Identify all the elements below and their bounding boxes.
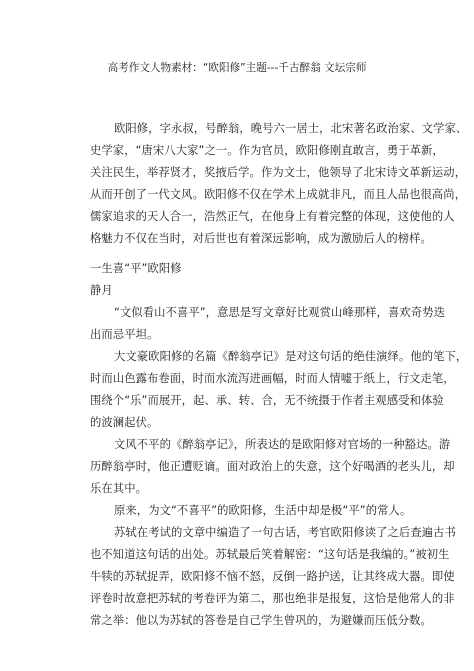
body-line: 评卷时故意把苏轼的考卷评为第二，那也绝非是报复，这恰是他常人的非 (90, 592, 455, 605)
body-line: 苏轼在考试的文章中编造了一句古话，考官欧阳修读了之后查遍古书 (114, 526, 456, 539)
intro-paragraph (90, 118, 468, 250)
body-line: 原来，为文“不喜平”的欧阳修，生活中却是极“平”的常人。 (114, 504, 412, 517)
essay-body (90, 302, 468, 632)
intro-line: 格魅力不仅在当时，对后世也有着深远影响，成为激励后人的榜样。 (90, 232, 432, 245)
body-line: 乐在其中。 (90, 482, 147, 495)
document-title: 高考作文人物素材：“欧阳修”主题---千古醉翁 文坛宗师 (107, 62, 367, 74)
body-line: 牛犊的苏轼捉弄，欧阳修不恼不怒，反倒一路护送，让其终成大器。即使 (90, 570, 455, 583)
intro-line: 儒家追求的天人合一，浩然正气，在他身上有着完整的体现，这使他的人 (90, 210, 455, 223)
body-line: 的波澜起伏。 (90, 416, 159, 429)
body-line: 时而山色露布卷面，时而水流泻进画幅，时而人情嘘于纸上，行文走笔， (90, 372, 455, 385)
intro-line: 史学家，“唐宋八大家”之一。作为官员，欧阳修刚直敢言，勇于革新， (90, 144, 444, 157)
body-line: 大文豪欧阳修的名篇《醉翁亭记》是对这句话的绝佳演绎。他的笔下， (114, 350, 468, 363)
body-line: 围绕个“乐”而展开，起、承、转、合，无不统摄于作者主观感受和体验 (90, 394, 444, 407)
body-line: 也不知道这句话的出处。苏轼最后笑着解密：“这句话是我编的。”被初生 (90, 548, 450, 561)
body-line: “文似看山不喜平”，意思是写文章好比观赏山峰那样，喜欢奇势迭 (114, 306, 446, 319)
body-line: 历醉翁亭时，他正遭贬谪。面对政治上的失意，这个好喝酒的老头儿，却 (90, 460, 455, 473)
intro-line: 欧阳修，字永叔，号醉翁，晚号六一居士，北宋著名政治家、文学家、 (114, 122, 468, 135)
essay-subtitle: 一生喜“平”欧阳修 (90, 262, 182, 275)
essay-header (90, 258, 390, 302)
body-line: 常之举：他以为苏轼的答卷是自己学生曾巩的，为避嫌而压低分数。 (90, 614, 432, 627)
intro-line: 关注民生，举荐贤才，奖掖后学。作为文士，他领导了北宋诗文革新运动， (90, 166, 467, 179)
body-line: 文风不平的《醉翁亭记》，所表达的是欧阳修对官场的一种豁达。游 (114, 438, 451, 451)
body-line: 出而忌平坦。 (90, 328, 159, 341)
essay-author: 静月 (90, 284, 113, 297)
intro-line: 从而开创了一代文风。欧阳修不仅在学术上成就非凡，而且人品也很高尚， (90, 188, 467, 201)
